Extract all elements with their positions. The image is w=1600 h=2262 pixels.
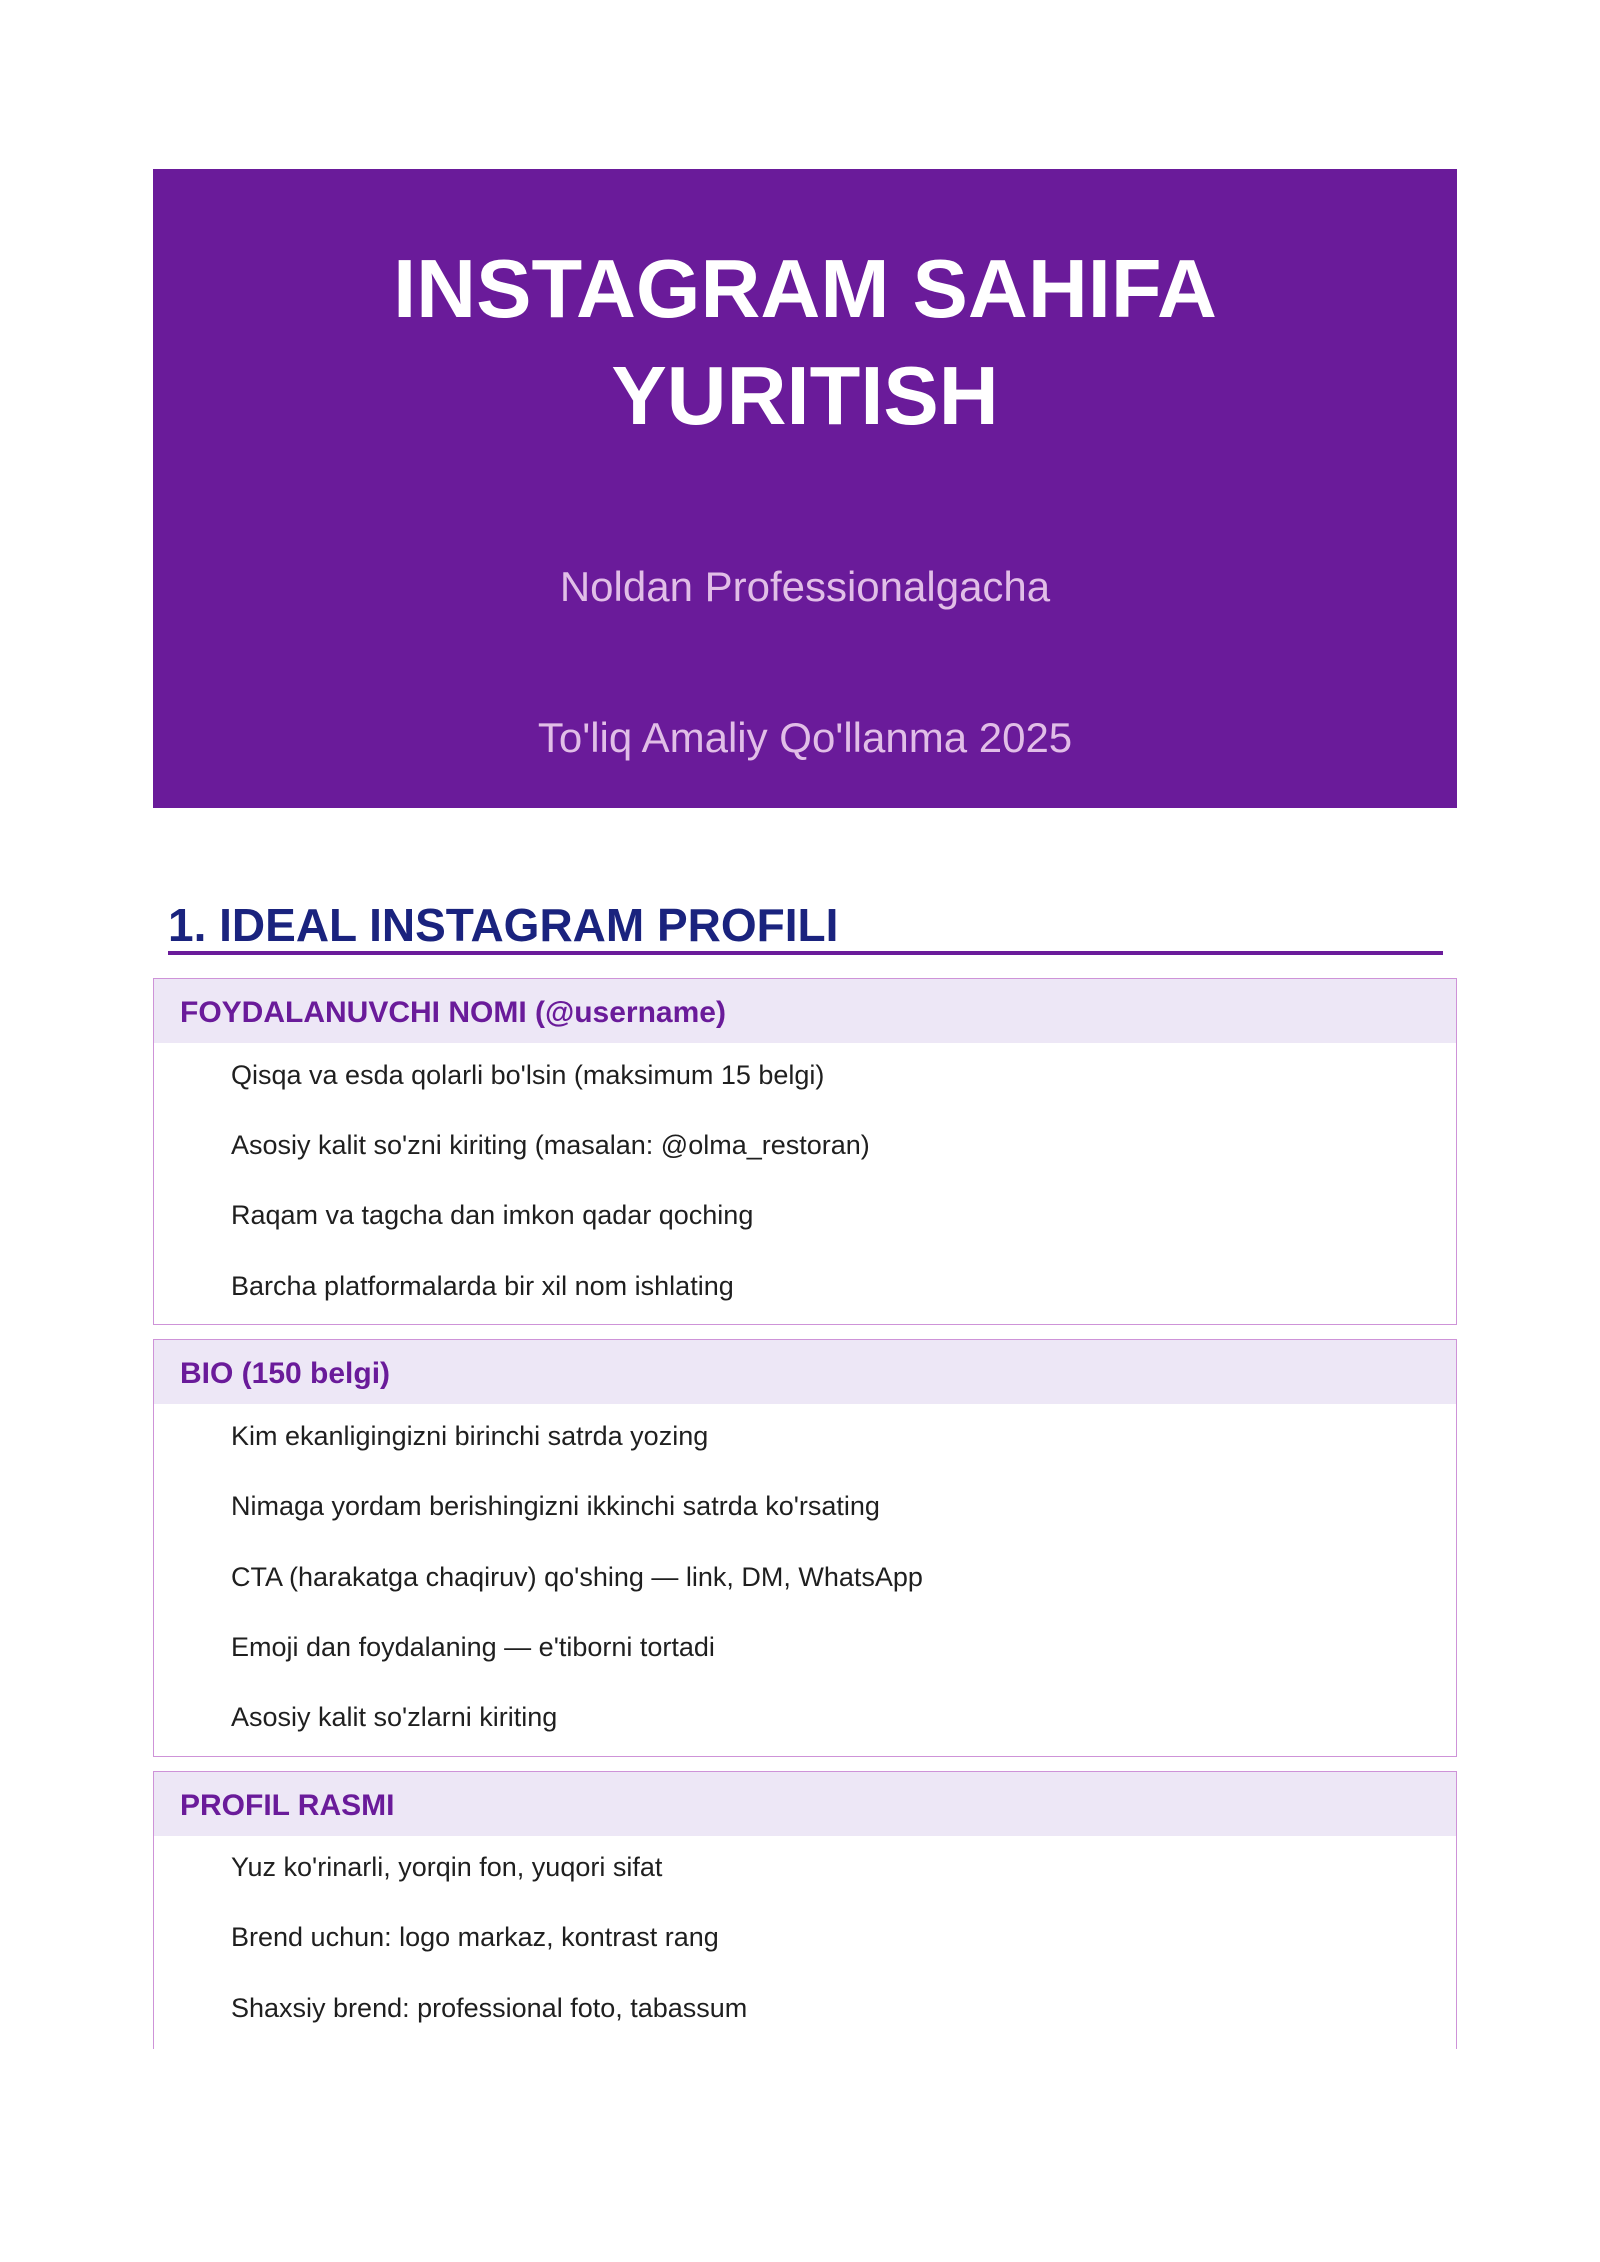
list-item: CTA (harakatga chaqiruv) qo'shing — link, DM, WhatsApp — [231, 1562, 923, 1592]
card-header: PROFIL RASMI — [154, 1772, 1456, 1836]
list-item: Asosiy kalit so'zlarni kiriting — [231, 1702, 558, 1732]
document-tagline: To'liq Amaliy Qo'llanma 2025 — [537, 714, 1073, 761]
list-item: Nimaga yordam berishingizni ikkinchi satrda ko'rsating — [231, 1491, 880, 1521]
document-title — [153, 235, 1457, 449]
list-item: Raqam va tagcha dan imkon qadar qoching — [231, 1200, 754, 1230]
title-banner — [153, 169, 1457, 808]
list-item: Brend uchun: logo markaz, kontrast rang — [231, 1922, 719, 1952]
list-item: Emoji dan foydalaning — e'tiborni tortadi — [231, 1632, 715, 1662]
document-title-line-2: YURITISH — [611, 349, 999, 442]
section-heading: 1. IDEAL INSTAGRAM PROFILI — [168, 899, 839, 951]
document-title-line-1: INSTAGRAM SAHIFA — [393, 242, 1217, 335]
card-bio — [153, 1339, 1457, 1757]
section-divider — [168, 951, 1443, 955]
card-username — [153, 978, 1457, 1325]
card-header: FOYDALANUVCHI NOMI (@username) — [154, 979, 1456, 1043]
document-subtitle: Noldan Professionalgacha — [559, 563, 1051, 610]
list-item: Qisqa va esda qolarli bo'lsin (maksimum 15 belgi) — [231, 1060, 825, 1090]
card-header: BIO (150 belgi) — [154, 1340, 1456, 1404]
list-item: Barcha platformalarda bir xil nom ishlating — [231, 1271, 734, 1301]
list-item: Kim ekanligingizni birinchi satrda yozing — [231, 1421, 709, 1451]
list-item: Asosiy kalit so'zni kiriting (masalan: @olma_restoran) — [231, 1130, 870, 1160]
list-item: Yuz ko'rinarli, yorqin fon, yuqori sifat — [231, 1852, 663, 1882]
card-profile-picture — [153, 1771, 1457, 2049]
list-item: Shaxsiy brend: professional foto, tabassum — [231, 1993, 748, 2023]
